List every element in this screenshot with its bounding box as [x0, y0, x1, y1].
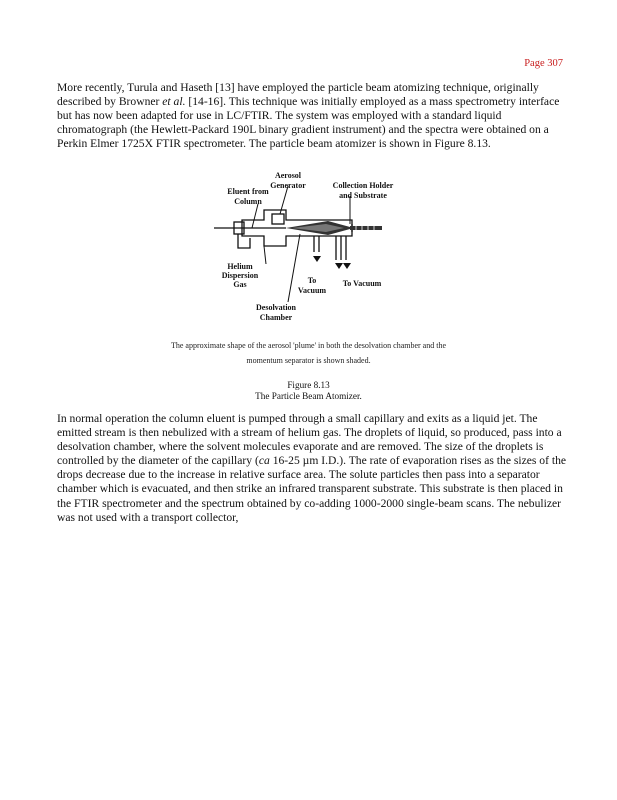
particle-beam-atomizer-diagram	[200, 168, 420, 328]
arrow-down-icon	[343, 263, 351, 269]
italic-et-al: et al.	[162, 95, 186, 109]
label-column: Column	[234, 197, 262, 206]
paragraph-operation	[57, 412, 567, 525]
paragraph-text: More recently, Turula and Haseth [13] have employed the particle beam atomizing technique, originally described by Browner	[57, 81, 539, 109]
vacuum-port-right	[336, 236, 346, 260]
label-eluent-from: Eluent from	[227, 187, 269, 196]
label-gas: Gas	[233, 280, 247, 289]
substrate-probe-rod	[350, 226, 382, 230]
aerosol-generator-block	[272, 214, 284, 224]
label-aerosol: Aerosol	[274, 171, 302, 180]
paragraph-text: [14-16]. This technique was initially employed as a mass spectrometry interface but has now been adapted for use in LC/FTIR. The system was employed with a standard liquid chromatograph (the Hewlett-Packard 190L binary gradient instrument) and the spectra were obtained on a Perkin Elmer 1725X FTIR spectrometer. The particle beam atomizer is shown in Figure 8.13.	[57, 95, 560, 151]
label-to-vacuum: To Vacuum	[342, 279, 382, 288]
leader-eluent	[252, 204, 258, 228]
arrow-down-icon	[335, 263, 343, 269]
arrow-down-icon	[313, 256, 321, 262]
label-to: To	[307, 276, 317, 285]
label-vacuum: Vacuum	[297, 286, 327, 295]
paragraph-intro	[57, 81, 567, 151]
paragraph-text: 16-25 µm I.D.). The rate of evaporation rises as the sizes of the drops decrease due to the increase in relative surface area. The solute particles then pass into a separator chamber which is evacuated, and then strike an infrared transparent substrate. This substrate is then placed in the FTIR spectrometer and the spectrum obtained by co-adding 1000-2000 single-beam scans. The nebulizer was not used with a transport collector,	[57, 454, 567, 524]
vacuum-port-left	[314, 236, 319, 252]
label-desolvation: Desolvation	[256, 303, 296, 312]
label-generator: Generator	[270, 181, 306, 190]
label-and-substrate: and Substrate	[339, 191, 387, 200]
label-chamber: Chamber	[259, 313, 293, 322]
figure-note-line1: The approximate shape of the aerosol 'plume' in both the desolvation chamber and the	[170, 341, 447, 350]
page-number: Page 307	[524, 58, 563, 69]
paragraph-text: In normal operation the column eluent is pumped through a small capillary and exits as a liquid jet. The emitted stream is then nebulized with a stream of helium gas. The droplets of liquid, so produced, pass into a desolvation chamber, where the solvent molecules evaporate and are removed. The size of the droplets is controlled by the diameter of the capillary (	[57, 412, 562, 468]
label-helium: Helium	[227, 262, 253, 271]
italic-ca: ca	[258, 454, 270, 468]
leader-helium	[264, 246, 266, 264]
label-dispersion: Dispersion	[221, 271, 259, 280]
figure-note-line2: momentum separator is shown shaded.	[246, 356, 371, 365]
figure-caption-number: Figure 8.13	[287, 380, 330, 390]
label-collection-holder: Collection Holder	[332, 181, 394, 190]
figure-caption-title: The Particle Beam Atomizer.	[255, 391, 362, 401]
